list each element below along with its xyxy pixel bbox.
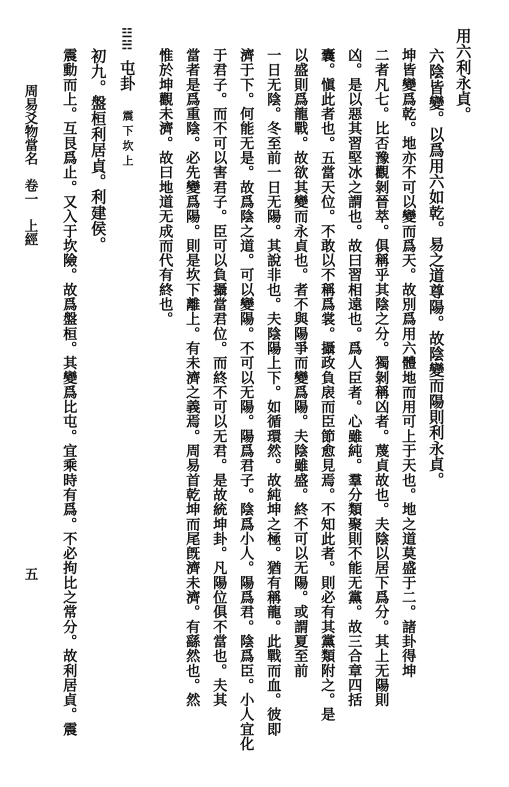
text-column-7: 以盛則爲龍戰。故欲其變而永貞也。者不與陽爭而變爲陽。夫陰雖盛。終不可以无陽。或謂夏至前 xyxy=(292,48,309,678)
text-column-3: 坤皆變爲乾。地亦不可以變而爲天。故別爲用六體地而用可上于天也。地之道莫盛于二。諸卦得坤 xyxy=(400,48,417,678)
text-column-8: 一日无陰。冬至前一日无陽。其說非也。夫陰陽上下。如循環然。故純坤之極。猶有稱龍。此戰而血。彼即 xyxy=(265,48,282,737)
text-column-10: 于君子。而不可以害君子。臣可以負攝當君位。而終不可以无君。是故統坤卦。凡陽位俱不當也。夫其 xyxy=(211,48,228,708)
text-column-2: 六陰皆變。以爲用六如乾。易之道尊陽。故陰變而陽則利永貞。 xyxy=(427,48,446,488)
page-number: 五 xyxy=(21,567,38,581)
text-column-15: 震動而上。互艮爲止。又入于坎險。故爲盤桓。其變爲比屯。宜乘時有爲。不必拘比之常分。故利居貞。震 xyxy=(61,48,78,737)
text-column-1: 用六利永貞。 xyxy=(454,28,473,123)
text-column-6: 囊。愼此者也。五當天位。不敢以不稱爲裳。攝政負扆而臣節愈見焉。不知此者。則必有其黨類附之。是 xyxy=(319,48,336,722)
hexagram-name: 屯卦 xyxy=(118,60,137,92)
text-column-9: 濟于下。何能无是。故爲陰之道。可以變陽。不可以无陽。陽爲君子。陰爲小人。陽爲君。陰爲臣。小人宜化 xyxy=(238,48,255,752)
hexagram-symbol: ☳☵ xyxy=(120,26,134,50)
text-column-5: 凶。是以惡其習堅冰之謂也。故曰習相遠也。爲人臣者。心雖純。羣分類聚則不能无黨。故三合章四括 xyxy=(346,48,363,708)
text-column-12: 惟於坤觀未濟。故曰地道无成而代有終也。 xyxy=(157,48,174,327)
running-title: 周易爻物當名 卷一 上經 xyxy=(21,84,38,246)
text-column-11: 當者是爲重陰。必先變爲陽。則是坎下離上。有未濟之義焉。周易首乾坤而尾旣濟未濟。有繇然也。然 xyxy=(184,48,201,708)
hexagram-subtitle: 震下坎上 xyxy=(121,110,134,170)
text-column-14: 初九。盤桓利居貞。利建侯。 xyxy=(89,48,108,253)
text-column-4: 二者凡七。比否豫觀剝晉萃。俱稱乎其陰之分。獨剝稱凶者。蔑貞故也。夫陰以居下爲分。其上无陽則 xyxy=(373,48,390,708)
